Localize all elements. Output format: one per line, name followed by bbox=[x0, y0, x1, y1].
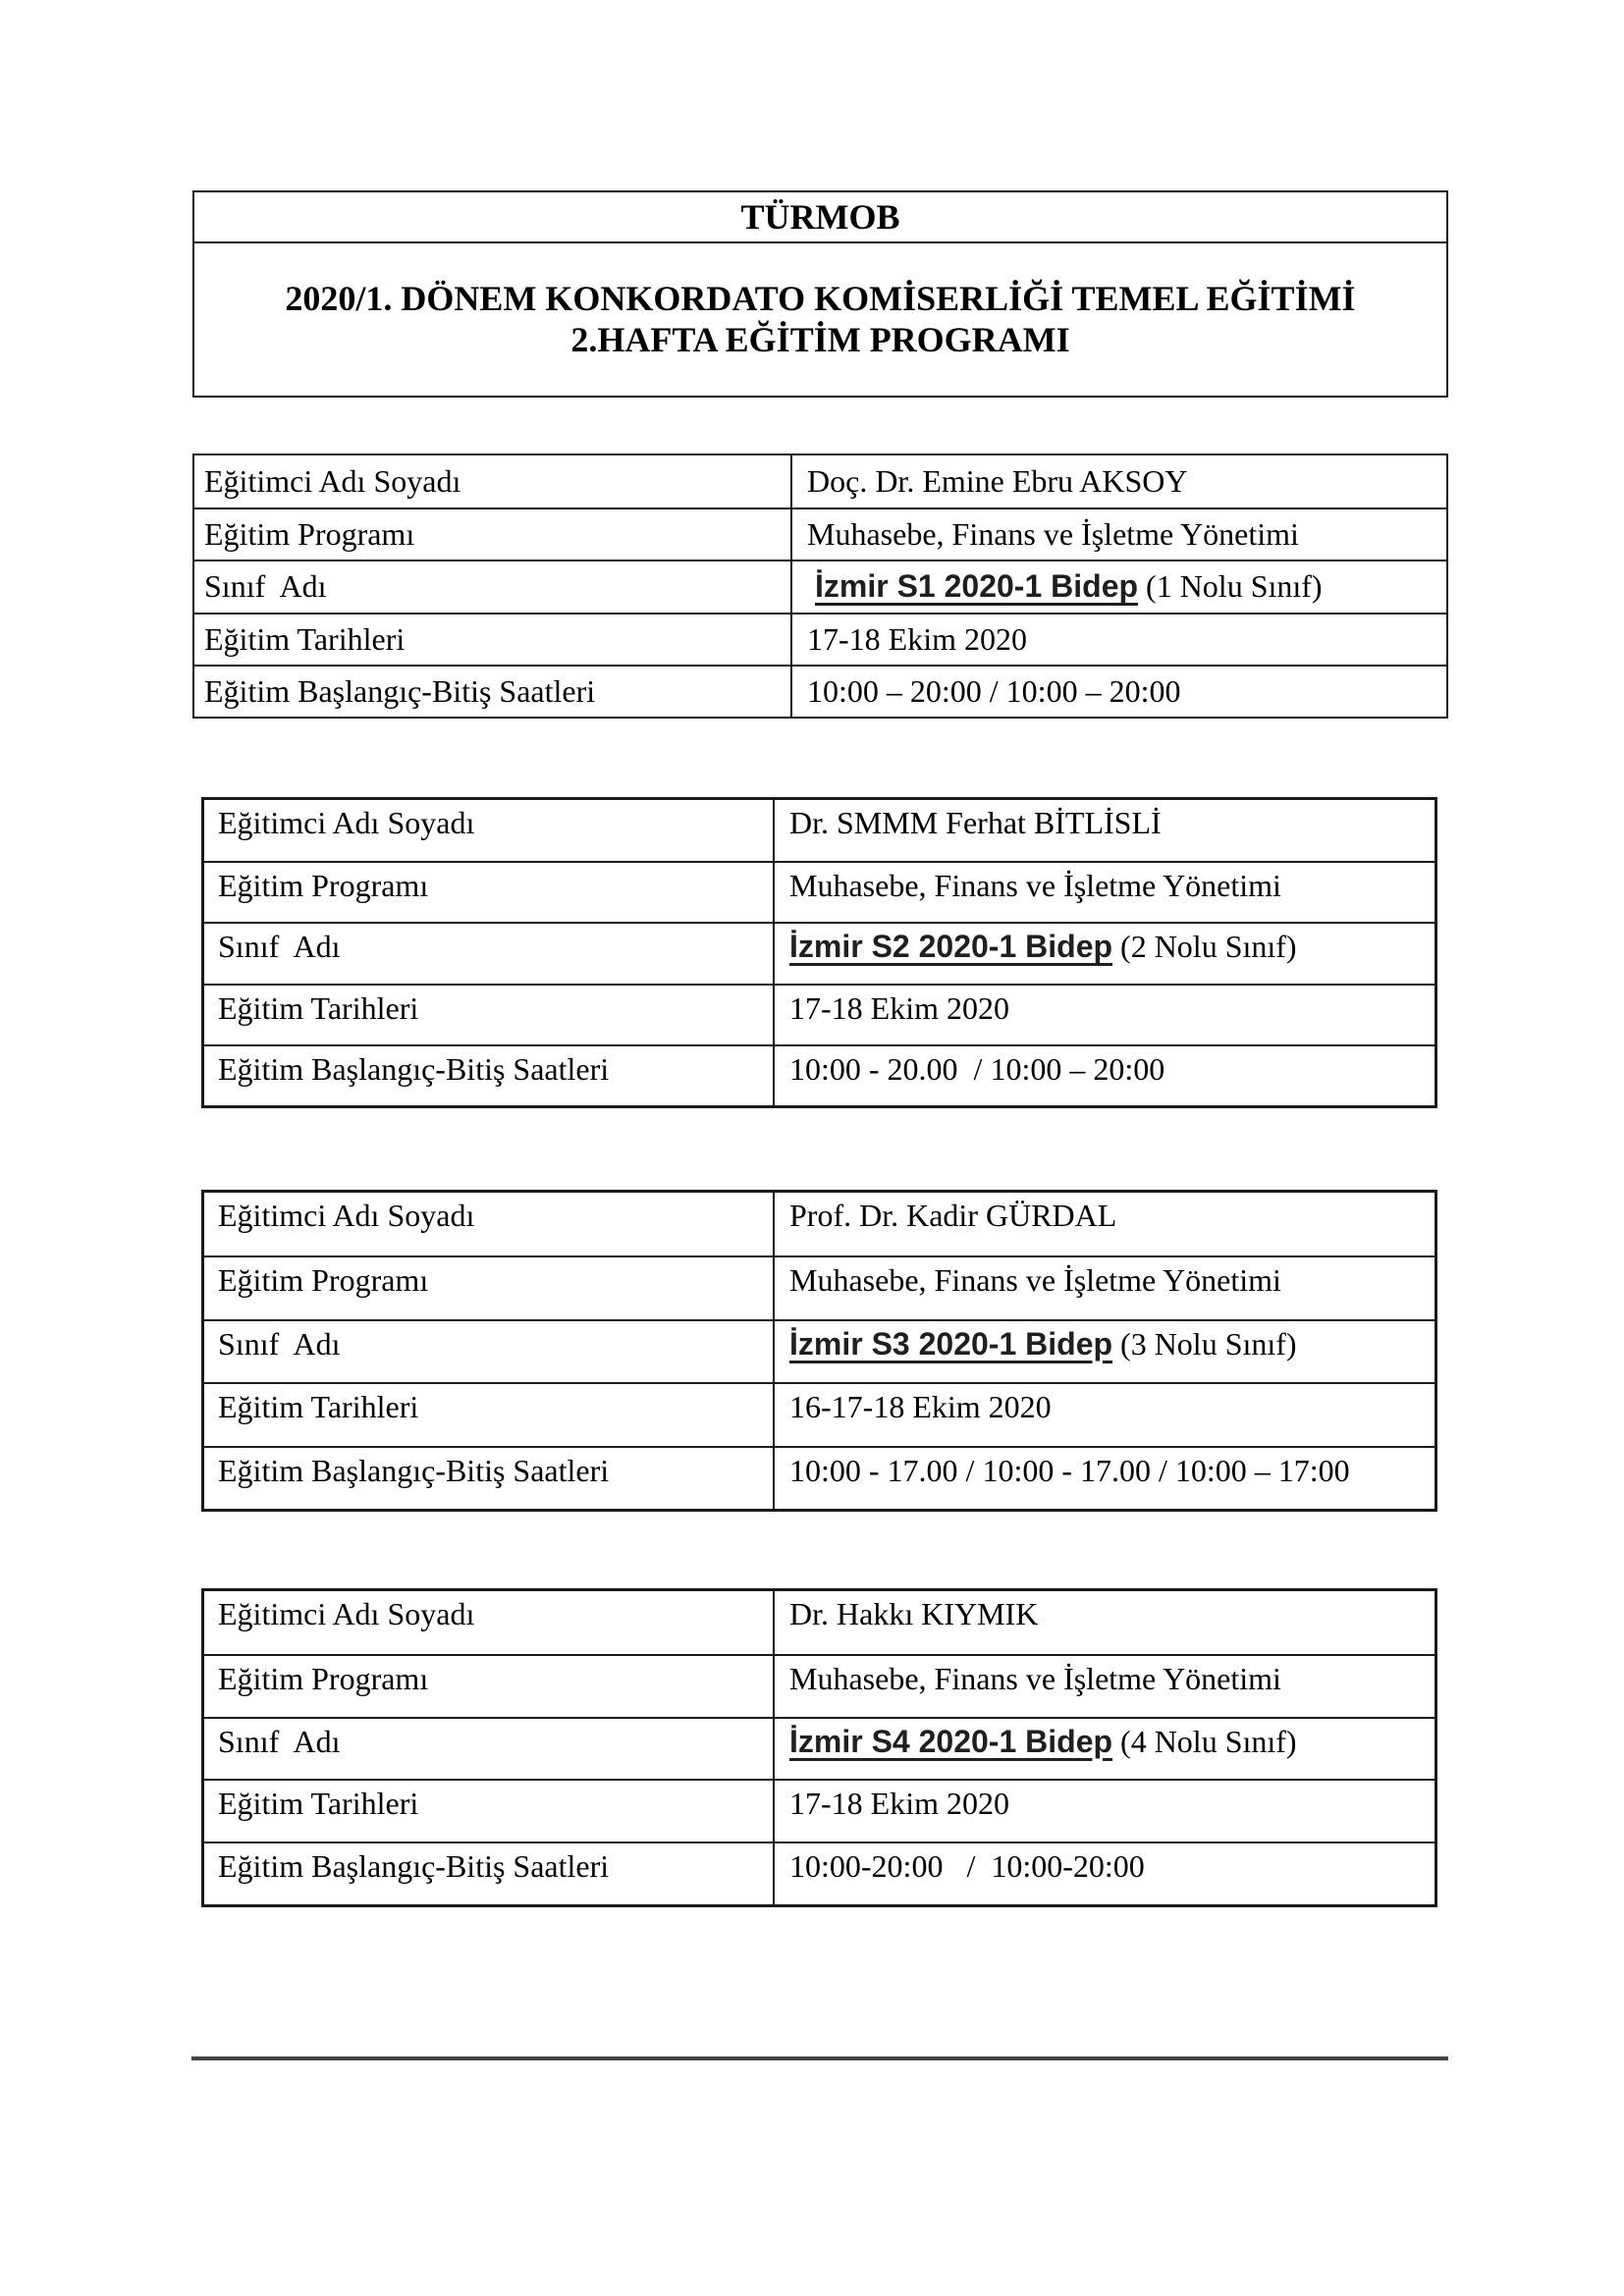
field-label-cell: Eğitim Programı bbox=[194, 509, 792, 560]
field-value-cell bbox=[775, 1257, 1435, 1318]
field-value-cell bbox=[775, 863, 1435, 922]
training-hours: 10:00 - 17.00 / 10:00 - 17.00 / 10:00 – 17:00 bbox=[789, 1452, 1350, 1488]
field-label-cell: Eğitim Programı bbox=[204, 1656, 775, 1717]
row-class-name bbox=[204, 922, 1435, 983]
field-label-cell: Eğitim Başlangıç-Bitiş Saatleri bbox=[204, 1046, 775, 1105]
field-value-cell bbox=[775, 800, 1435, 861]
field-label-cell: Eğitim Programı bbox=[204, 1257, 775, 1318]
program-title-line1: 2020/1. DÖNEM KONKORDATO KOMİSERLİĞİ TEMEL EĞİTİMİ bbox=[285, 279, 1356, 319]
class-name-suffix: (2 Nolu Sınıf) bbox=[1112, 929, 1297, 965]
row-program bbox=[204, 1255, 1435, 1318]
field-label-cell: Eğitim Tarihleri bbox=[204, 1781, 775, 1842]
field-label-cell: Eğitim Başlangıç-Bitiş Saatleri bbox=[194, 667, 792, 717]
row-program bbox=[194, 507, 1446, 560]
row-instructor bbox=[204, 1591, 1435, 1654]
row-hours bbox=[194, 665, 1446, 717]
program-title-line2: 2.HAFTA EĞİTİM PROGRAMI bbox=[570, 319, 1070, 359]
field-value-cell bbox=[775, 924, 1435, 983]
field-value-cell bbox=[775, 1384, 1435, 1445]
field-value-cell bbox=[775, 1781, 1435, 1842]
training-hours: 10:00 - 20.00 / 10:00 – 20:00 bbox=[789, 1050, 1165, 1087]
header-box bbox=[192, 190, 1448, 398]
field-label-cell: Eğitim Programı bbox=[204, 863, 775, 922]
class-code-link[interactable]: İzmir S3 2020-1 Bidep bbox=[789, 1325, 1113, 1362]
row-program bbox=[204, 861, 1435, 922]
field-value-cell bbox=[775, 1193, 1435, 1255]
field-value-cell bbox=[792, 614, 1446, 665]
training-hours: 10:00 – 20:00 / 10:00 – 20:00 bbox=[807, 672, 1181, 709]
program-title bbox=[194, 243, 1446, 396]
field-value-cell bbox=[775, 1656, 1435, 1717]
row-class-name bbox=[204, 1319, 1435, 1382]
field-value-cell bbox=[775, 986, 1435, 1044]
training-dates: 17-18 Ekim 2020 bbox=[789, 1786, 1009, 1822]
field-value-cell bbox=[775, 1046, 1435, 1105]
row-hours bbox=[204, 1842, 1435, 1904]
row-instructor bbox=[204, 800, 1435, 861]
instructor-name: Prof. Dr. Kadir GÜRDAL bbox=[789, 1198, 1117, 1233]
organization-name: TÜRMOB bbox=[194, 192, 1446, 243]
field-label-cell: Sınıf Adı bbox=[204, 1321, 775, 1382]
field-value-cell bbox=[775, 1321, 1435, 1382]
session-table-3 bbox=[201, 1190, 1437, 1512]
class-name-suffix: (1 Nolu Sınıf) bbox=[1138, 568, 1323, 605]
class-name-prefix bbox=[807, 568, 815, 604]
footer-divider-line bbox=[191, 2056, 1448, 2060]
field-label-cell: Sınıf Adı bbox=[204, 1719, 775, 1780]
row-hours bbox=[204, 1446, 1435, 1509]
row-class-name bbox=[194, 560, 1446, 612]
program-name: Muhasebe, Finans ve İşletme Yönetimi bbox=[789, 868, 1281, 904]
class-name bbox=[789, 1326, 1297, 1362]
field-label-cell: Eğitim Tarihleri bbox=[204, 986, 775, 1044]
field-label-cell: Eğitimci Adı Soyadı bbox=[194, 455, 792, 507]
training-dates: 17-18 Ekim 2020 bbox=[789, 989, 1009, 1026]
field-label-cell: Eğitim Başlangıç-Bitiş Saatleri bbox=[204, 1448, 775, 1509]
session-table-2 bbox=[201, 797, 1437, 1108]
program-name: Muhasebe, Finans ve İşletme Yönetimi bbox=[789, 1660, 1281, 1696]
training-dates: 16-17-18 Ekim 2020 bbox=[789, 1389, 1052, 1425]
class-name-suffix: (4 Nolu Sınıf) bbox=[1112, 1723, 1297, 1759]
field-value-cell bbox=[775, 1448, 1435, 1509]
class-code-link[interactable]: İzmir S2 2020-1 Bidep bbox=[789, 929, 1113, 965]
field-value-cell bbox=[792, 667, 1446, 717]
class-name-suffix: (3 Nolu Sınıf) bbox=[1112, 1325, 1297, 1362]
field-value-cell bbox=[775, 1719, 1435, 1780]
field-value-cell bbox=[792, 455, 1446, 507]
class-name bbox=[789, 929, 1297, 965]
row-dates bbox=[194, 613, 1446, 665]
field-label-cell: Eğitimci Adı Soyadı bbox=[204, 800, 775, 861]
field-label-cell: Sınıf Adı bbox=[204, 924, 775, 983]
field-label-cell: Eğitim Tarihleri bbox=[204, 1384, 775, 1445]
row-hours bbox=[204, 1044, 1435, 1105]
instructor-name: Dr. Hakkı KIYMIK bbox=[789, 1596, 1039, 1631]
field-label-cell: Eğitim Tarihleri bbox=[194, 614, 792, 665]
class-code-link[interactable]: İzmir S1 2020-1 Bidep bbox=[815, 568, 1139, 605]
row-program bbox=[204, 1654, 1435, 1717]
session-table-4 bbox=[201, 1588, 1437, 1907]
row-dates bbox=[204, 1779, 1435, 1842]
program-name: Muhasebe, Finans ve İşletme Yönetimi bbox=[789, 1262, 1281, 1299]
field-value-cell bbox=[792, 509, 1446, 560]
session-table-1 bbox=[192, 454, 1448, 719]
field-label-cell: Sınıf Adı bbox=[194, 561, 792, 612]
field-value-cell bbox=[775, 1843, 1435, 1904]
field-label-cell: Eğitim Başlangıç-Bitiş Saatleri bbox=[204, 1843, 775, 1904]
row-instructor bbox=[194, 455, 1446, 507]
training-dates: 17-18 Ekim 2020 bbox=[807, 620, 1027, 657]
instructor-name: Doç. Dr. Emine Ebru AKSOY bbox=[807, 463, 1188, 500]
class-name bbox=[789, 1724, 1297, 1760]
program-name: Muhasebe, Finans ve İşletme Yönetimi bbox=[807, 516, 1299, 553]
field-value-cell bbox=[775, 1591, 1435, 1654]
row-class-name bbox=[204, 1717, 1435, 1780]
row-dates bbox=[204, 1382, 1435, 1445]
field-value-cell bbox=[792, 561, 1446, 612]
training-hours: 10:00-20:00 / 10:00-20:00 bbox=[789, 1848, 1145, 1885]
field-label-cell: Eğitimci Adı Soyadı bbox=[204, 1591, 775, 1654]
class-name bbox=[807, 568, 1323, 605]
class-code-link[interactable]: İzmir S4 2020-1 Bidep bbox=[789, 1723, 1113, 1759]
row-instructor bbox=[204, 1193, 1435, 1255]
row-dates bbox=[204, 984, 1435, 1044]
instructor-name: Dr. SMMM Ferhat BİTLİSLİ bbox=[789, 805, 1162, 840]
field-label-cell: Eğitimci Adı Soyadı bbox=[204, 1193, 775, 1255]
